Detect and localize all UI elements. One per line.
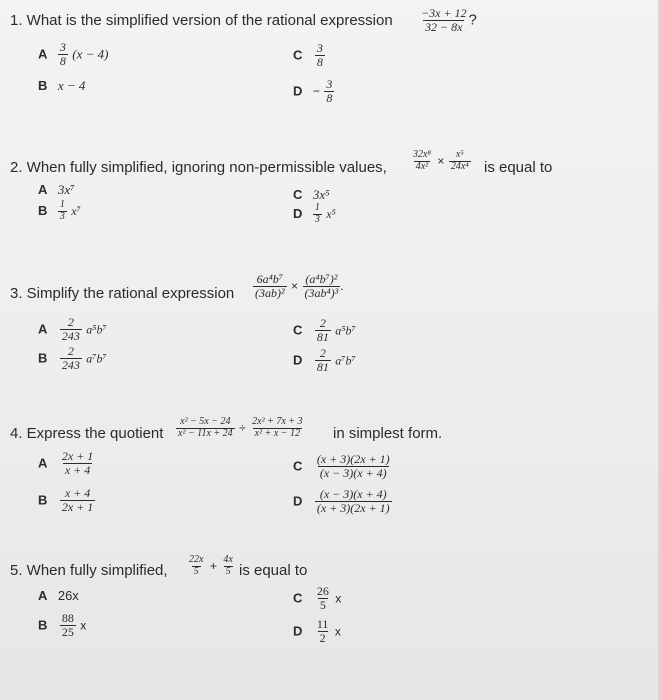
q5-stem: 5. When fully simplified, <box>10 562 168 579</box>
q1-option-b[interactable]: B x − 4 <box>38 78 86 93</box>
q5-expression: $\frac{22x}{5}$ + $\frac{4x}{5}$ <box>189 554 233 577</box>
q2-option-c[interactable]: C 3x⁵ <box>293 187 330 202</box>
q5-option-c[interactable]: C $\frac{26}{5}$ x <box>293 584 342 612</box>
q1-expression: $\frac{-3x + 12}{32 - 8x}$ ? <box>421 6 477 34</box>
q2-option-b[interactable]: B $\frac{1}{3}$ x⁷ <box>38 199 81 222</box>
q4-option-c[interactable]: C $\frac{(x + 3)(2x + 1)}{(x - 3)(x + 4)}$ <box>293 452 390 480</box>
q3-stem: 3. Simplify the rational expression <box>10 285 235 302</box>
q1-option-a[interactable]: A $\frac{3}{8}$ (x − 4) <box>38 40 109 68</box>
q1-option-c[interactable]: C $\frac{3}{8}$ <box>293 41 323 69</box>
q2-tail: is equal to <box>484 159 553 176</box>
q5-option-d[interactable]: D $\frac{11}{2}$ x <box>293 617 341 645</box>
q3-option-b[interactable]: B $\frac{2}{243}$ a⁷b⁷ <box>38 344 107 372</box>
q3-option-a[interactable]: A $\frac{2}{243}$ a⁵b⁷ <box>38 315 107 343</box>
q5-option-a[interactable]: A 26x <box>38 588 79 603</box>
q4-option-b[interactable]: B $\frac{x + 4}{2x + 1}$ <box>38 486 94 514</box>
q1-option-d[interactable]: D − $\frac{3}{8}$ <box>293 77 333 105</box>
q3-expression: $\frac{\text{6a⁴b⁷}}{\text{(3ab)²}}$ × $\frac{\text{(a⁴b⁷)²}}{\text{(3ab⁴)³}}$ . <box>255 272 344 300</box>
q4-expression: $\frac{\text{x² − 5x − 24}}{\text{x² − 11x + 24}}$ ÷ $\frac{\text{2x² + 7x + 3}}{\text{x² + x − 12}}$ <box>178 416 303 439</box>
q3-option-c[interactable]: C $\frac{2}{81}$ a⁵b⁷ <box>293 316 356 344</box>
q2-option-d[interactable]: D $\frac{1}{3}$ x⁵ <box>293 202 336 225</box>
q4-stem: 4. Express the quotient <box>10 425 164 442</box>
q1-stem: 1. What is the simplified version of the rational expression <box>10 12 393 29</box>
q2-expression: $\frac{\text{32x⁸}}{\text{4x²}}$ × $\frac{\text{x⁵}}{\text{24x⁴}}$ <box>413 149 469 172</box>
q5-tail: is equal to <box>239 562 308 579</box>
q3-option-d[interactable]: D $\frac{2}{81}$ a⁷b⁷ <box>293 346 356 374</box>
q2-option-a[interactable]: A 3x⁷ <box>38 182 75 197</box>
q4-option-d[interactable]: D $\frac{(x - 3)(x + 4)}{(x + 3)(2x + 1)}$ <box>293 487 390 515</box>
q4-tail: in simplest form. <box>333 425 443 442</box>
q4-option-a[interactable]: A $\frac{2x + 1}{x + 4}$ <box>38 449 94 477</box>
q2-stem: 2. When fully simplified, ignoring non-permissible values, <box>10 159 387 176</box>
q5-option-b[interactable]: B $\frac{88}{25}$ x <box>38 611 87 639</box>
